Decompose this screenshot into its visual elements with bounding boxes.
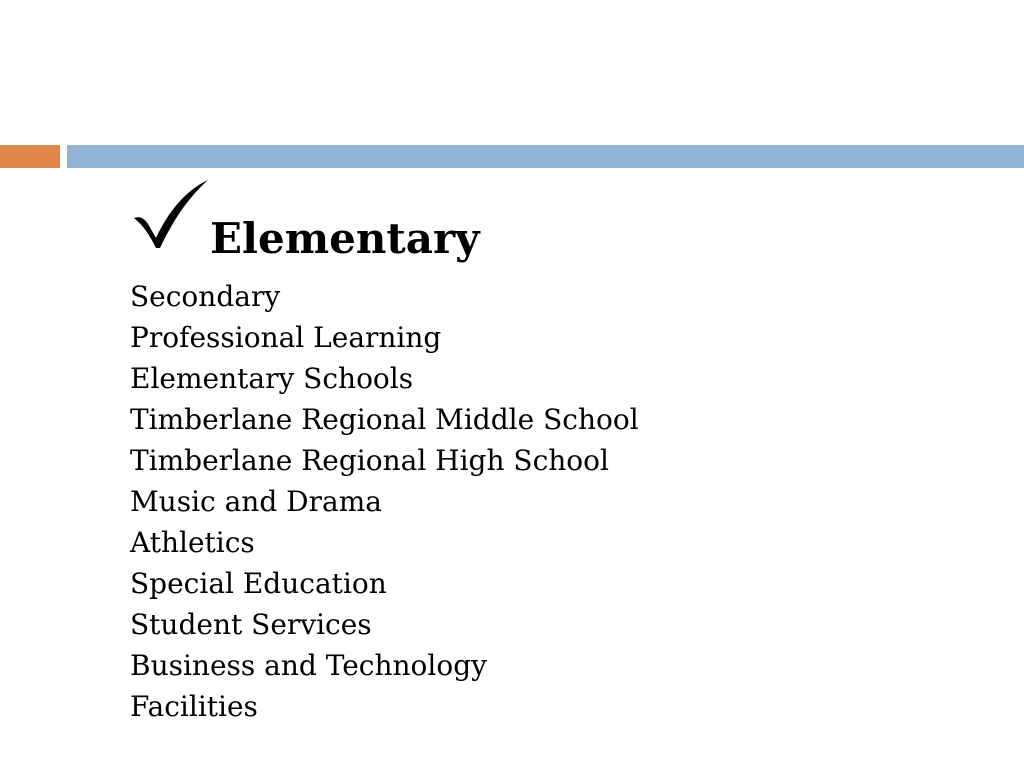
accent-bar-blue — [67, 145, 1024, 168]
accent-bar-orange — [0, 145, 60, 168]
menu-item-athletics[interactable]: Athletics — [130, 526, 255, 559]
menu-item-middle-school[interactable]: Timberlane Regional Middle School — [130, 403, 639, 436]
menu-list — [130, 276, 639, 727]
menu-item-music-and-drama[interactable]: Music and Drama — [130, 485, 382, 518]
menu-item-business-and-technology[interactable]: Business and Technology — [130, 649, 487, 682]
menu-item-professional-learning[interactable]: Professional Learning — [130, 321, 442, 354]
current-item-label: Elementary — [210, 214, 480, 263]
menu-item-high-school[interactable]: Timberlane Regional High School — [130, 444, 609, 477]
menu-item-secondary[interactable]: Secondary — [130, 280, 281, 313]
menu-item-elementary-schools[interactable]: Elementary Schools — [130, 362, 414, 395]
menu-item-facilities[interactable]: Facilities — [130, 690, 258, 723]
menu-item-student-services[interactable]: Student Services — [130, 608, 372, 641]
checkmark-icon — [130, 178, 210, 250]
menu-item-special-education[interactable]: Special Education — [130, 567, 387, 600]
